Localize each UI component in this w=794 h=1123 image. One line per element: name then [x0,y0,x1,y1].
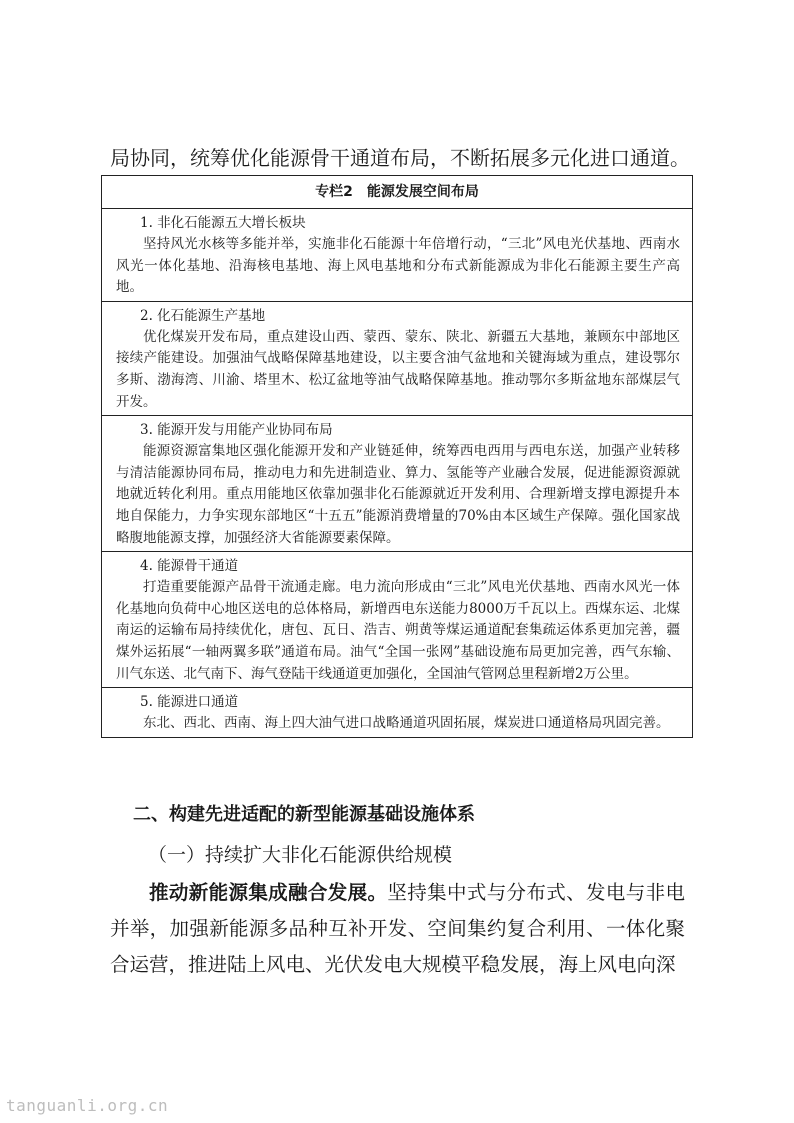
feature-box [101,175,693,738]
box-section [102,552,692,688]
box-section [102,416,692,552]
box-section [102,302,692,416]
box-section [102,209,692,302]
section-heading-level3: （一）持续扩大非化石能源供给规模 [148,844,453,866]
section-body: 优化煤炭开发布局，重点建设山西、蒙西、蒙东、陕北、新疆五大基地，兼顾东中部地区接续产能建设。加强油气战略保障基地建设，以主要含油气盆地和关键海域为重点，建设鄂尔多斯、渤海湾、川渝、塔里木、松辽盆地等油气战略保障基地。推动鄂尔多斯盆地东部煤层气开发。 [116,328,680,410]
box-title [102,176,692,209]
section-body: 打造重要能源产品骨干流通走廊。电力流向形成由“三北”风电光伏基地、西南水风光一体化基地向负荷中心地区送电的总体格局，新增西电东送能力8000万千瓦以上。西煤东运、北煤南运的运输布局持续优化，唐包、瓦日、浩吉、朔黄等煤运通道配套集疏运体系更加完善，疆煤外运拓展“一轴两翼多联”通道布局。油气“全国一张网”基础设施布局更加完善，西气东输、川气东送、北气南下、海气登陆干线通道更加强化，全国油气管网总里程新增2万公里。 [116,579,680,682]
section-heading: 2. 化石能源生产基地 [140,307,266,324]
paragraph-text: 坚持集中式与分布式、发电与非电并举，加强新能源多品种互补开发、空间集约复合利用、一体化聚合运营，推进陆上风电、光伏发电大规模平稳发展，海上风电向深 [110,881,685,976]
box-title-text: 能源发展空间布局 [366,184,479,200]
section-heading: 4. 能源骨干通道 [140,558,239,575]
box-section [102,688,692,737]
section-heading: 5. 能源进口通道 [140,694,239,711]
box-label: 专栏2 [315,184,353,200]
section-body: 能源资源富集地区强化能源开发和产业链延伸，统筹西电西用与西电东送，加强产业转移与清洁能源协同布局，推动电力和先进制造业、算力、氢能等产业融合发展，促进能源资源就地就近转化利用。重点用能地区依靠加强非化石能源就近开发利用、合理新增支撑电源提升本地自保能力，力争实现东部地区“十五五”能源消费增量的70%由本区域生产保障。强化国家战略腹地能源支撑，加强经济大省能源要素保障。 [116,443,680,546]
paragraph-lead: 推动新能源集成融合发展。 [149,881,388,904]
site-watermark: tanguanli.org.cn [6,1096,169,1115]
intro-text-line: 局协同，统筹优化能源骨干通道布局，不断拓展多元化进口通道。 [110,146,690,170]
body-paragraph [110,875,685,983]
section-heading: 1. 非化石能源五大增长板块 [140,215,306,231]
section-heading-level2: 二、构建先进适配的新型能源基础设施体系 [133,804,475,825]
section-heading: 3. 能源开发与用能产业协同布局 [140,422,333,439]
section-body: 东北、西北、西南、海上四大油气进口战略通道巩固拓展，煤炭进口通道格局巩固完善。 [143,715,670,732]
section-body: 坚持风光水核等多能并举，实施非化石能源十年倍增行动，“三北”风电光伏基地、西南水风光一体化基地、沿海核电基地、海上风电基地和分布式新能源成为非化石能源主要生产高地。 [116,236,680,296]
